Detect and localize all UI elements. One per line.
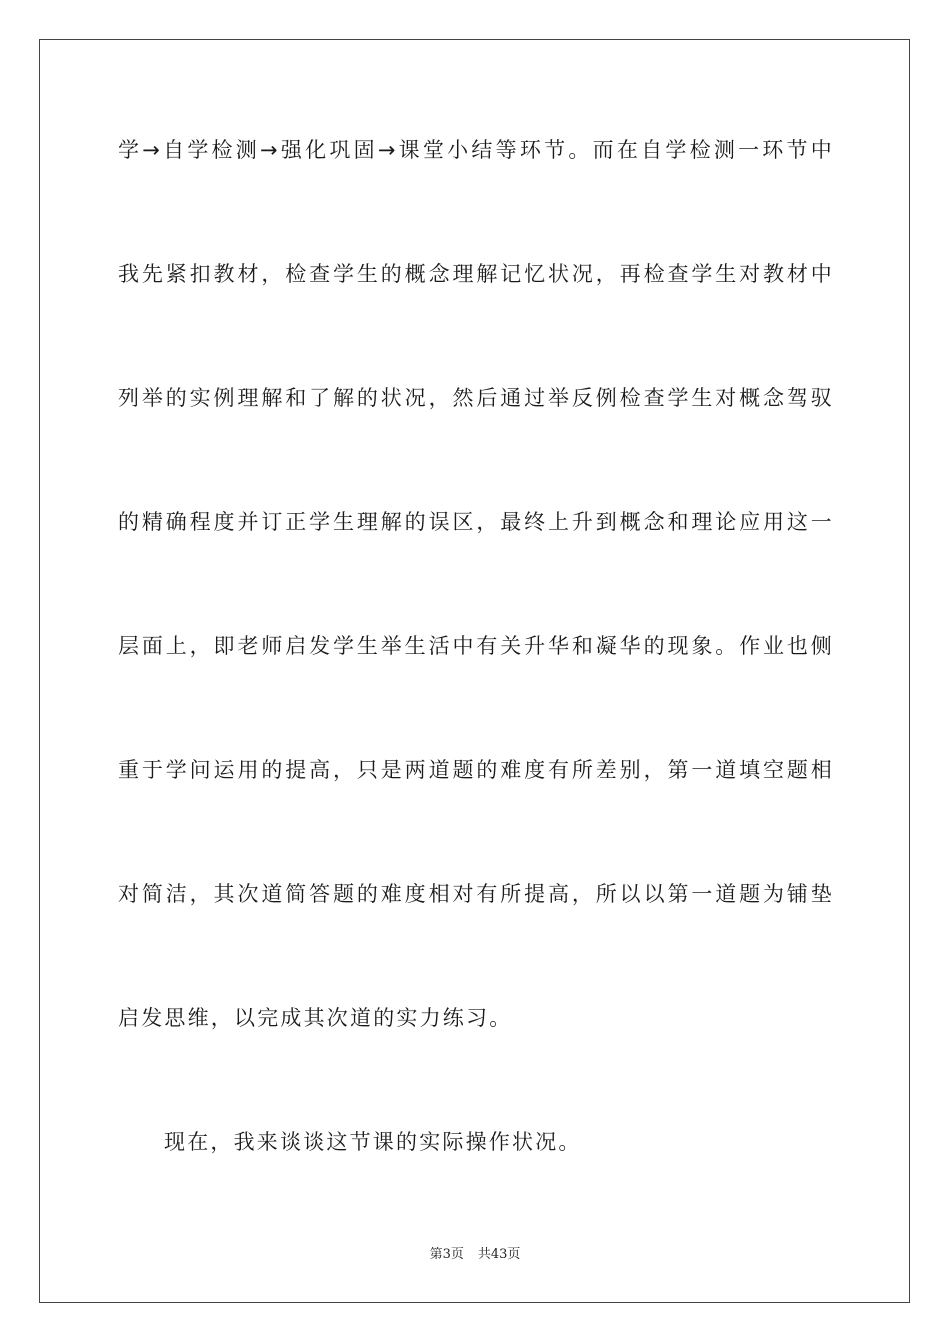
paragraph-line-5: 层面上，即老师启发学生举生活中有关升华和凝华的现象。作业也侧 [118,634,834,658]
paragraph-line-7: 对简洁，其次道简答题的难度相对有所提高，所以以第一道题为铺垫 [118,882,834,906]
paragraph-line-8: 启发思维，以完成其次道的实力练习。 [118,1006,513,1030]
paragraph-line-2: 我先紧扣教材，检查学生的概念理解记忆状况，再检查学生对教材中 [118,262,834,286]
paragraph-2: 现在，我来谈谈这节课的实际操作状况。 [164,1130,582,1154]
paragraph-line-4: 的精确程度并订正学生理解的误区，最终上升到概念和理论应用这一 [118,510,834,534]
paragraph-line-6: 重于学问运用的提高，只是两道题的难度有所差别，第一道填空题相 [118,758,834,782]
page-total: 共43页 [477,1247,521,1262]
page-footer [0,1246,950,1264]
page-number: 第3页 [429,1247,464,1262]
paragraph-line-1: 学→自学检测→强化巩固→课堂小结等环节。而在自学检测一环节中 [118,138,834,162]
paragraph-line-3: 列举的实例理解和了解的状况，然后通过举反例检查学生对概念驾驭 [118,386,834,410]
page-border [39,39,910,1303]
